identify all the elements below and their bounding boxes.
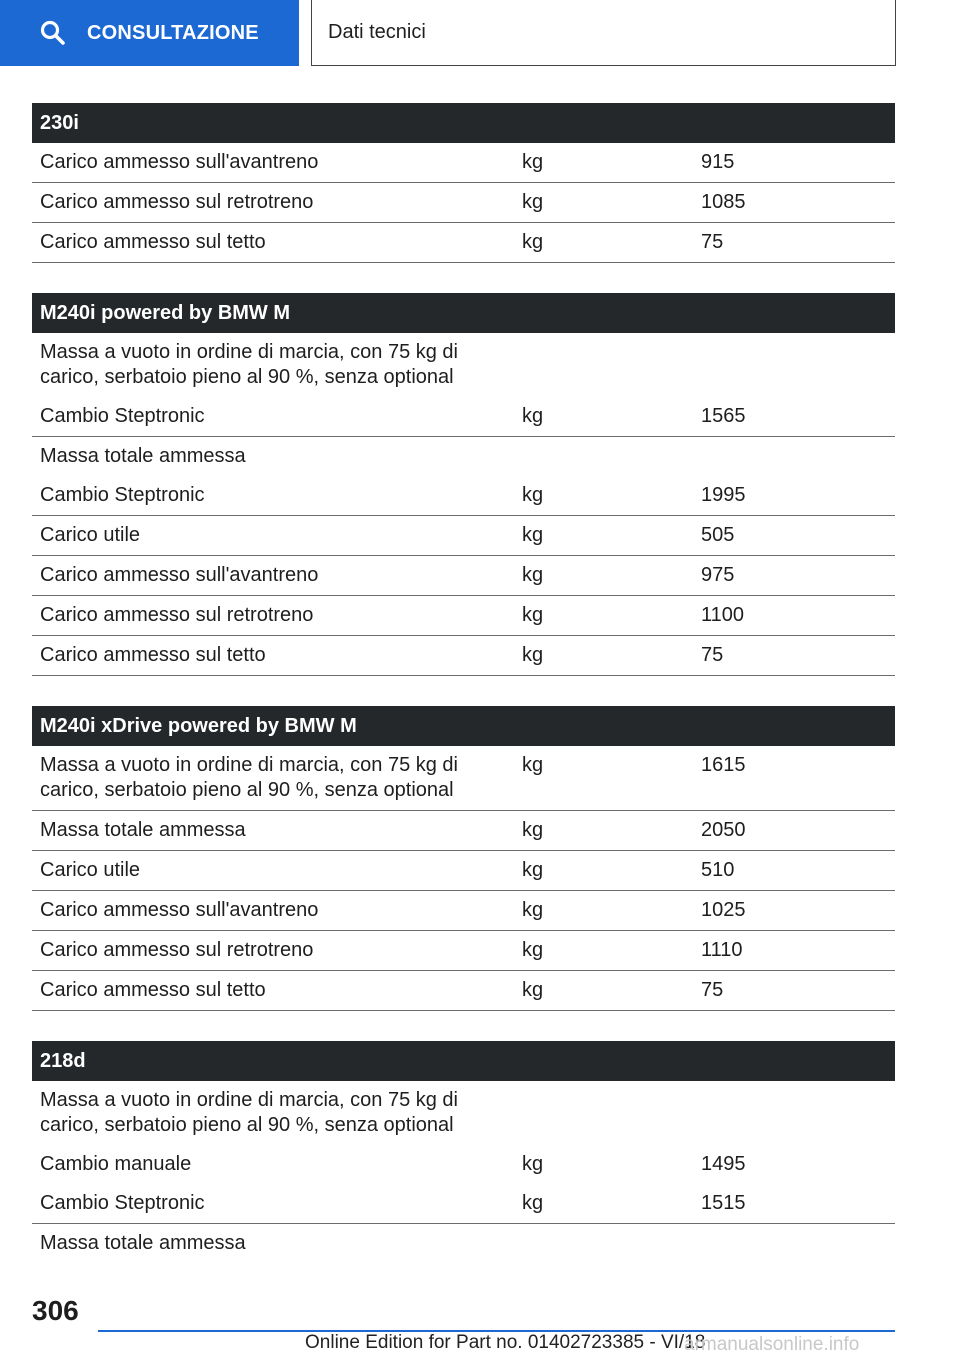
row-label: Massa a vuoto in ordine di marcia, con 75 kg di carico, serbatoio pieno al 90 %, senza optional: [40, 341, 458, 388]
section-title: M240i powered by BMW M: [32, 293, 895, 333]
watermark: armanualsonline.info: [684, 1334, 860, 1355]
table-row: [32, 333, 895, 397]
row-value: 1085: [701, 191, 746, 213]
breadcrumb-label: Dati tecnici: [328, 21, 426, 43]
row-label: Massa totale ammessa: [40, 445, 246, 467]
spec-tables: [32, 103, 895, 1293]
row-label: Cambio Steptronic: [40, 484, 205, 506]
table-row: [32, 143, 895, 183]
consultazione-button[interactable]: [0, 0, 299, 66]
row-value: 75: [701, 231, 724, 253]
row-value: [694, 1081, 895, 1145]
section-title: 230i: [32, 103, 895, 143]
table-row: [32, 1224, 895, 1263]
table-row: [32, 811, 895, 851]
row-unit: [515, 437, 694, 476]
row-label: Cambio Steptronic: [40, 1192, 205, 1214]
row-value: 1025: [701, 899, 746, 921]
row-label: Cambio Steptronic: [40, 405, 205, 427]
row-label: Carico ammesso sull'avantreno: [40, 564, 319, 586]
row-label: Massa totale ammessa: [40, 819, 246, 841]
row-label: Carico utile: [40, 859, 141, 881]
table-row: [32, 437, 895, 476]
table-row: [32, 1145, 895, 1184]
row-unit: kg: [522, 819, 544, 841]
row-unit: kg: [522, 564, 544, 586]
row-value: 1615: [701, 754, 746, 776]
spec-section: [32, 706, 895, 1011]
row-value: [694, 1224, 895, 1263]
row-unit: kg: [522, 899, 544, 921]
row-value: 505: [701, 524, 735, 546]
row-label: Carico utile: [40, 524, 141, 546]
row-unit: kg: [522, 1192, 544, 1214]
row-unit: kg: [522, 1153, 544, 1175]
table-row: [32, 931, 895, 971]
table-row: [32, 971, 895, 1011]
table-row: [32, 476, 895, 516]
row-label: Carico ammesso sul tetto: [40, 231, 266, 253]
row-unit: kg: [522, 151, 544, 173]
row-value: 1565: [701, 405, 746, 427]
row-unit: kg: [522, 979, 544, 1001]
table-row: [32, 746, 895, 811]
row-label: Carico ammesso sul tetto: [40, 979, 266, 1001]
table-row: [32, 1081, 895, 1145]
table-row: [32, 1184, 895, 1224]
table-row: [32, 516, 895, 556]
table-row: [32, 183, 895, 223]
row-label: Carico ammesso sul retrotreno: [40, 191, 314, 213]
table-row: [32, 596, 895, 636]
table-row: [32, 556, 895, 596]
row-unit: kg: [522, 524, 544, 546]
breadcrumb: [311, 0, 896, 66]
section-title: M240i xDrive powered by BMW M: [32, 706, 895, 746]
row-unit: kg: [522, 191, 544, 213]
row-value: 1995: [701, 484, 746, 506]
row-value: 1495: [701, 1153, 746, 1175]
row-unit: kg: [522, 604, 544, 626]
spec-section: [32, 103, 895, 263]
row-label: Massa totale ammessa: [40, 1232, 246, 1254]
row-label: Carico ammesso sul retrotreno: [40, 939, 314, 961]
table-row: [32, 397, 895, 437]
table-row: [32, 636, 895, 676]
row-label: Massa a vuoto in ordine di marcia, con 75 kg di carico, serbatoio pieno al 90 %, senza optional: [40, 754, 458, 801]
row-label: Massa a vuoto in ordine di marcia, con 75 kg di carico, serbatoio pieno al 90 %, senza optional: [40, 1089, 458, 1136]
consultazione-label: CONSULTAZIONE: [87, 21, 259, 44]
row-label: Carico ammesso sull'avantreno: [40, 899, 319, 921]
search-icon: [40, 20, 66, 46]
row-unit: kg: [522, 754, 544, 776]
row-unit: kg: [522, 484, 544, 506]
spec-section: [32, 293, 895, 676]
row-unit: [515, 1081, 694, 1145]
row-label: Carico ammesso sul retrotreno: [40, 604, 314, 626]
row-value: 1110: [701, 939, 743, 961]
table-row: [32, 891, 895, 931]
row-value: 1515: [701, 1192, 746, 1214]
row-unit: [515, 1224, 694, 1263]
row-value: 1100: [701, 604, 745, 626]
row-unit: kg: [522, 939, 544, 961]
row-value: 2050: [701, 819, 746, 841]
row-unit: [515, 333, 694, 397]
table-row: [32, 851, 895, 891]
header: [0, 0, 960, 66]
row-value: 510: [701, 859, 735, 881]
section-title: 218d: [32, 1041, 895, 1081]
row-value: [694, 333, 895, 397]
page-number: 306: [32, 1295, 79, 1326]
row-unit: kg: [522, 231, 544, 253]
row-label: Cambio manuale: [40, 1153, 192, 1175]
row-value: [694, 437, 895, 476]
row-unit: kg: [522, 859, 544, 881]
row-label: Carico ammesso sul tetto: [40, 644, 266, 666]
row-label: Carico ammesso sull'avantreno: [40, 151, 319, 173]
row-value: 75: [701, 979, 724, 1001]
table-row: [32, 223, 895, 263]
row-value: 975: [701, 564, 735, 586]
row-unit: kg: [522, 644, 544, 666]
edition-text: Online Edition for Part no. 01402723385 - VI/18: [305, 1332, 706, 1353]
row-value: 75: [701, 644, 724, 666]
row-unit: kg: [522, 405, 544, 427]
row-value: 915: [701, 151, 735, 173]
spec-section: [32, 1041, 895, 1263]
